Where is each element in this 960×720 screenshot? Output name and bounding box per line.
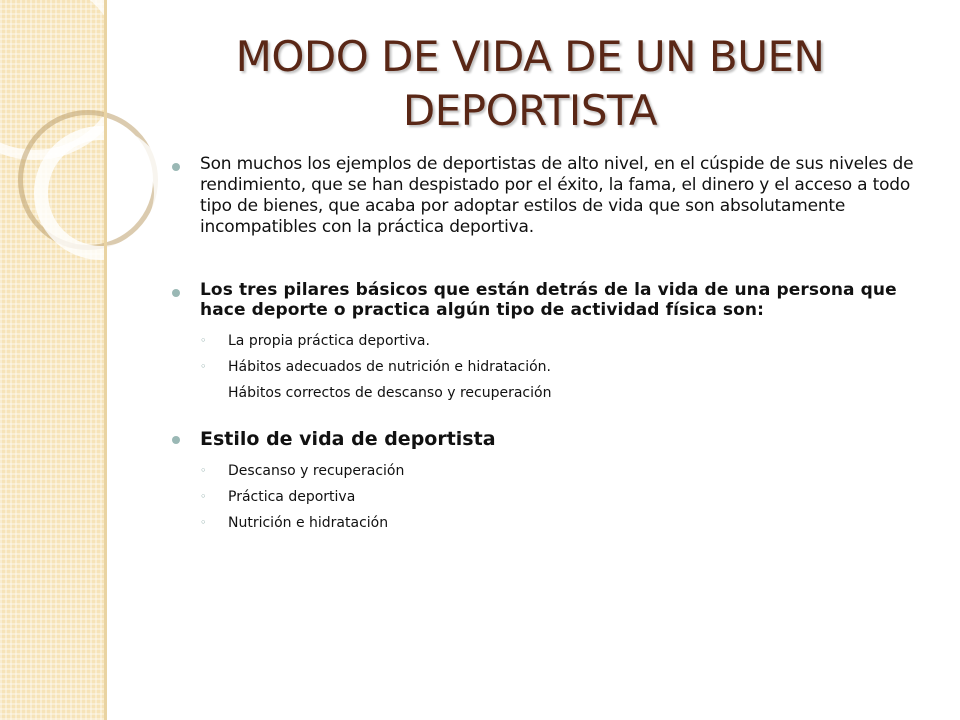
sub-item xyxy=(200,510,940,536)
bullet-dot-icon xyxy=(172,163,180,171)
ring-bullet-icon: ◦ xyxy=(200,490,207,503)
bullet-item xyxy=(172,154,940,238)
sidebar-edge xyxy=(104,0,107,720)
bullet-text: Los tres pilares básicos que están detrás de la vida de una persona que hace deporte o practica algún tipo de actividad física son: xyxy=(200,280,897,320)
bullet-text: Son muchos los ejemplos de deportistas de alto nivel, en el cúspide de sus niveles de rendimiento, que se han despistado por el éxito, la fama, el dinero y el acceso a todo tipo de bienes, que acaba por adoptar estilos de vida que son absolutamente incompatibles con la práctica deportiva. xyxy=(200,154,914,237)
decorative-sidebar xyxy=(0,0,104,720)
bullet-item xyxy=(172,280,940,320)
sub-item-text: Hábitos adecuados de nutrición e hidratación. xyxy=(228,359,552,375)
sub-item-text: Descanso y recuperación xyxy=(228,463,405,479)
sub-item xyxy=(200,354,940,380)
sub-item-text: Práctica deportiva xyxy=(228,489,356,505)
sub-list xyxy=(172,328,940,406)
bullet-dot-icon xyxy=(172,289,180,297)
slide-content xyxy=(172,154,940,536)
sub-item xyxy=(200,484,940,510)
ring-bullet-icon: ◦ xyxy=(200,516,207,529)
sub-item xyxy=(200,328,940,354)
sub-item-text: Hábitos correctos de descanso y recuperación xyxy=(228,385,552,401)
decorative-ring xyxy=(34,126,168,260)
ring-bullet-icon: ◦ xyxy=(200,464,207,477)
sub-item xyxy=(200,458,940,484)
bullet-dot-icon xyxy=(172,436,180,444)
slide-title: MODO DE VIDA DE UN BUEN DEPORTISTA xyxy=(235,32,825,135)
sub-item xyxy=(200,380,940,406)
bullet-item xyxy=(172,428,940,450)
ring-bullet-icon: ◦ xyxy=(200,334,207,347)
sub-list xyxy=(172,458,940,536)
ring-bullet-icon: ◦ xyxy=(200,360,207,373)
sub-item-text: La propia práctica deportiva. xyxy=(228,333,430,349)
bullet-text: Estilo de vida de deportista xyxy=(200,428,496,450)
sub-item-text: Nutrición e hidratación xyxy=(228,515,389,531)
